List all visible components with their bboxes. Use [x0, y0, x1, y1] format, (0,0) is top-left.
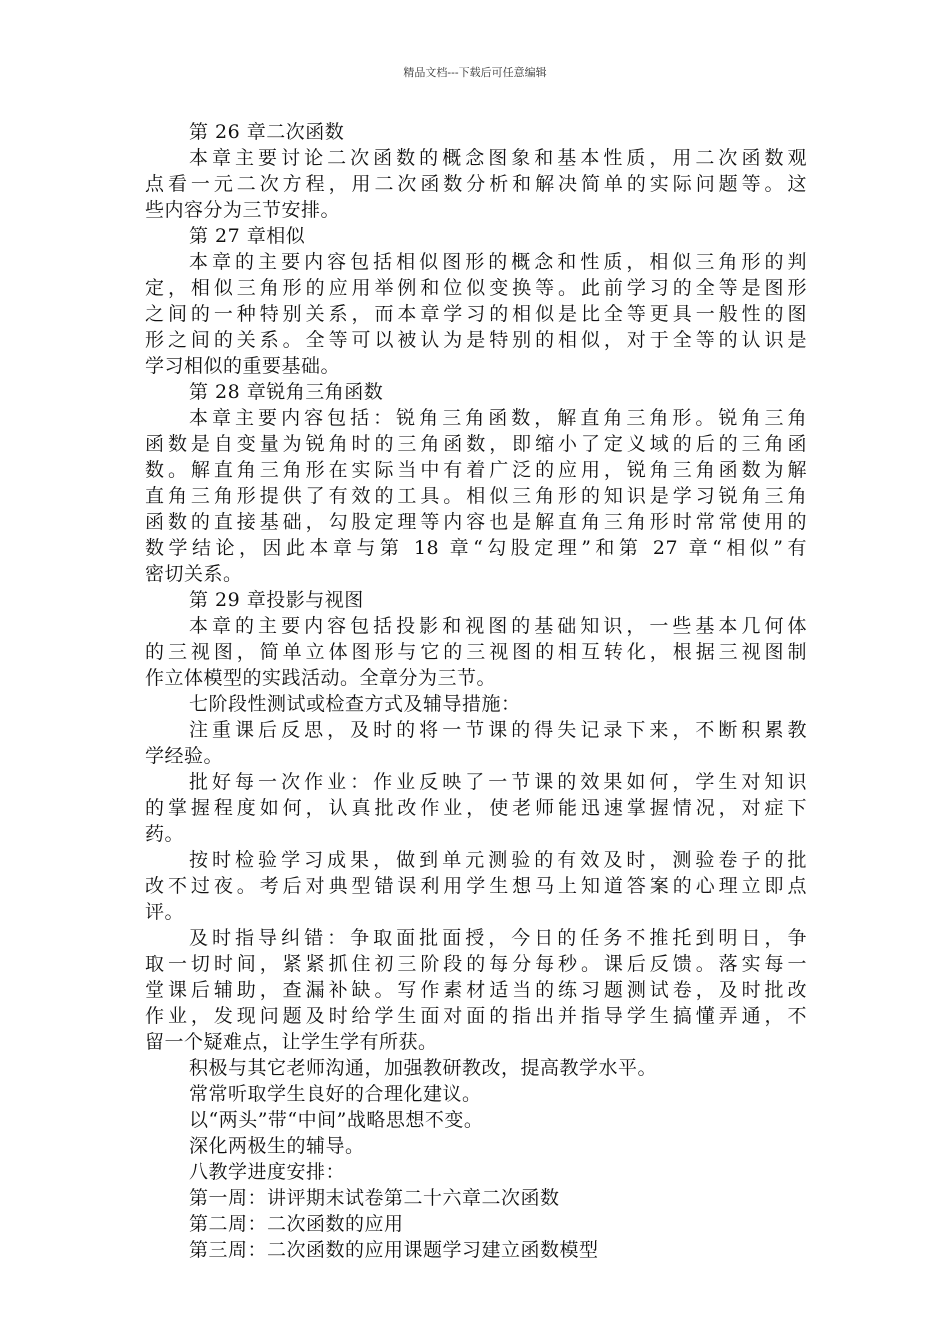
- text-line: 的三视图，简单立体图形与它的三视图的相互转化，根据三视图制: [145, 641, 807, 663]
- text-line: 数。解直角三角形在实际当中有着广泛的应用，锐角三角函数为解: [145, 459, 807, 481]
- text-line: 深化两极生的辅导。: [189, 1135, 365, 1157]
- document-body: [145, 119, 807, 1263]
- text-line: 点看一元二次方程，用二次函数分析和解决简单的实际问题等。这: [145, 173, 807, 195]
- text-line: 作立体模型的实践活动。全章分为三节。: [145, 667, 497, 689]
- text-line: 学习相似的重要基础。: [145, 355, 341, 377]
- text-line: 第 26 章二次函数: [189, 121, 345, 143]
- page-header: 精品文档---下载后可任意编辑: [403, 66, 547, 79]
- text-line: 本章主要讨论二次函数的概念图象和基本性质，用二次函数观: [189, 147, 807, 169]
- text-line: 第三周：二次函数的应用课题学习建立函数模型: [189, 1239, 599, 1261]
- text-line: 改不过夜。考后对典型错误利用学生想马上知道答案的心理立即点: [145, 875, 807, 897]
- text-line: 些内容分为三节安排。: [145, 199, 341, 221]
- text-line: 堂课后辅助，查漏补缺。写作素材适当的练习题测试卷，及时批改: [145, 979, 807, 1001]
- text-line: 本章的主要内容包括投影和视图的基础知识，一些基本几何体: [189, 615, 807, 637]
- text-line: 作业，发现问题及时给学生面对面的指出并指导学生搞懂弄通，不: [145, 1005, 807, 1027]
- text-line: 本章的主要内容包括相似图形的概念和性质，相似三角形的判: [189, 251, 807, 273]
- text-line: 八教学进度安排：: [189, 1161, 346, 1183]
- text-line: 积极与其它老师沟通，加强教研教改，提高教学水平。: [189, 1057, 658, 1079]
- text-line: 的掌握程度如何，认真批改作业，使老师能迅速掌握情况，对症下: [145, 797, 807, 819]
- text-line: 取一切时间，紧紧抓住初三阶段的每分每秒。课后反馈。落实每一: [145, 953, 807, 975]
- text-line: 留一个疑难点，让学生学有所获。: [145, 1031, 438, 1053]
- text-line: 函数是自变量为锐角时的三角函数，即缩小了定义域的后的三角函: [145, 433, 807, 455]
- text-line: 注重课后反思，及时的将一节课的得失记录下来，不断积累教: [189, 719, 807, 741]
- text-line: 第二周：二次函数的应用: [189, 1213, 404, 1235]
- text-line: 之间的一种特别关系，而本章学习的相似是比全等更具一般性的图: [145, 303, 807, 325]
- text-line: 第 28 章锐角三角函数: [189, 381, 384, 403]
- text-line: 及时指导纠错：争取面批面授，今日的任务不推托到明日，争: [189, 927, 807, 949]
- text-line: 药。: [145, 823, 185, 845]
- text-line: 形之间的关系。全等可以被认为是特别的相似，对于全等的认识是: [145, 329, 807, 351]
- text-line: 第 29 章投影与视图: [189, 589, 364, 611]
- text-line: 定，相似三角形的应用举例和位似变换等。此前学习的全等是图形: [145, 277, 807, 299]
- text-line: 直角三角形提供了有效的工具。相似三角形的知识是学习锐角三角: [145, 485, 807, 507]
- text-line: 常常听取学生良好的合理化建议。: [189, 1083, 482, 1105]
- text-line: 函数的直接基础，勾股定理等内容也是解直角三角形时常常使用的: [145, 511, 807, 533]
- text-line: 批好每一次作业：作业反映了一节课的效果如何，学生对知识: [189, 771, 807, 793]
- text-line: 密切关系。: [145, 563, 243, 585]
- text-line: 数学结论，因此本章与第 18 章“勾股定理”和第 27 章“相似”有: [145, 537, 807, 559]
- text-line: 七阶段性测试或检查方式及辅导措施：: [189, 693, 521, 715]
- text-line: 第一周：讲评期末试卷第二十六章二次函数: [189, 1187, 560, 1209]
- text-line: 第 27 章相似: [189, 225, 306, 247]
- text-line: 按时检验学习成果，做到单元测验的有效及时，测验卷子的批: [189, 849, 807, 871]
- text-line: 评。: [145, 901, 185, 923]
- text-line: 学经验。: [145, 745, 224, 767]
- text-line: 以“两头”带“中间”战略思想不变。: [189, 1109, 484, 1131]
- text-line: 本章主要内容包括：锐角三角函数，解直角三角形。锐角三角: [189, 407, 807, 429]
